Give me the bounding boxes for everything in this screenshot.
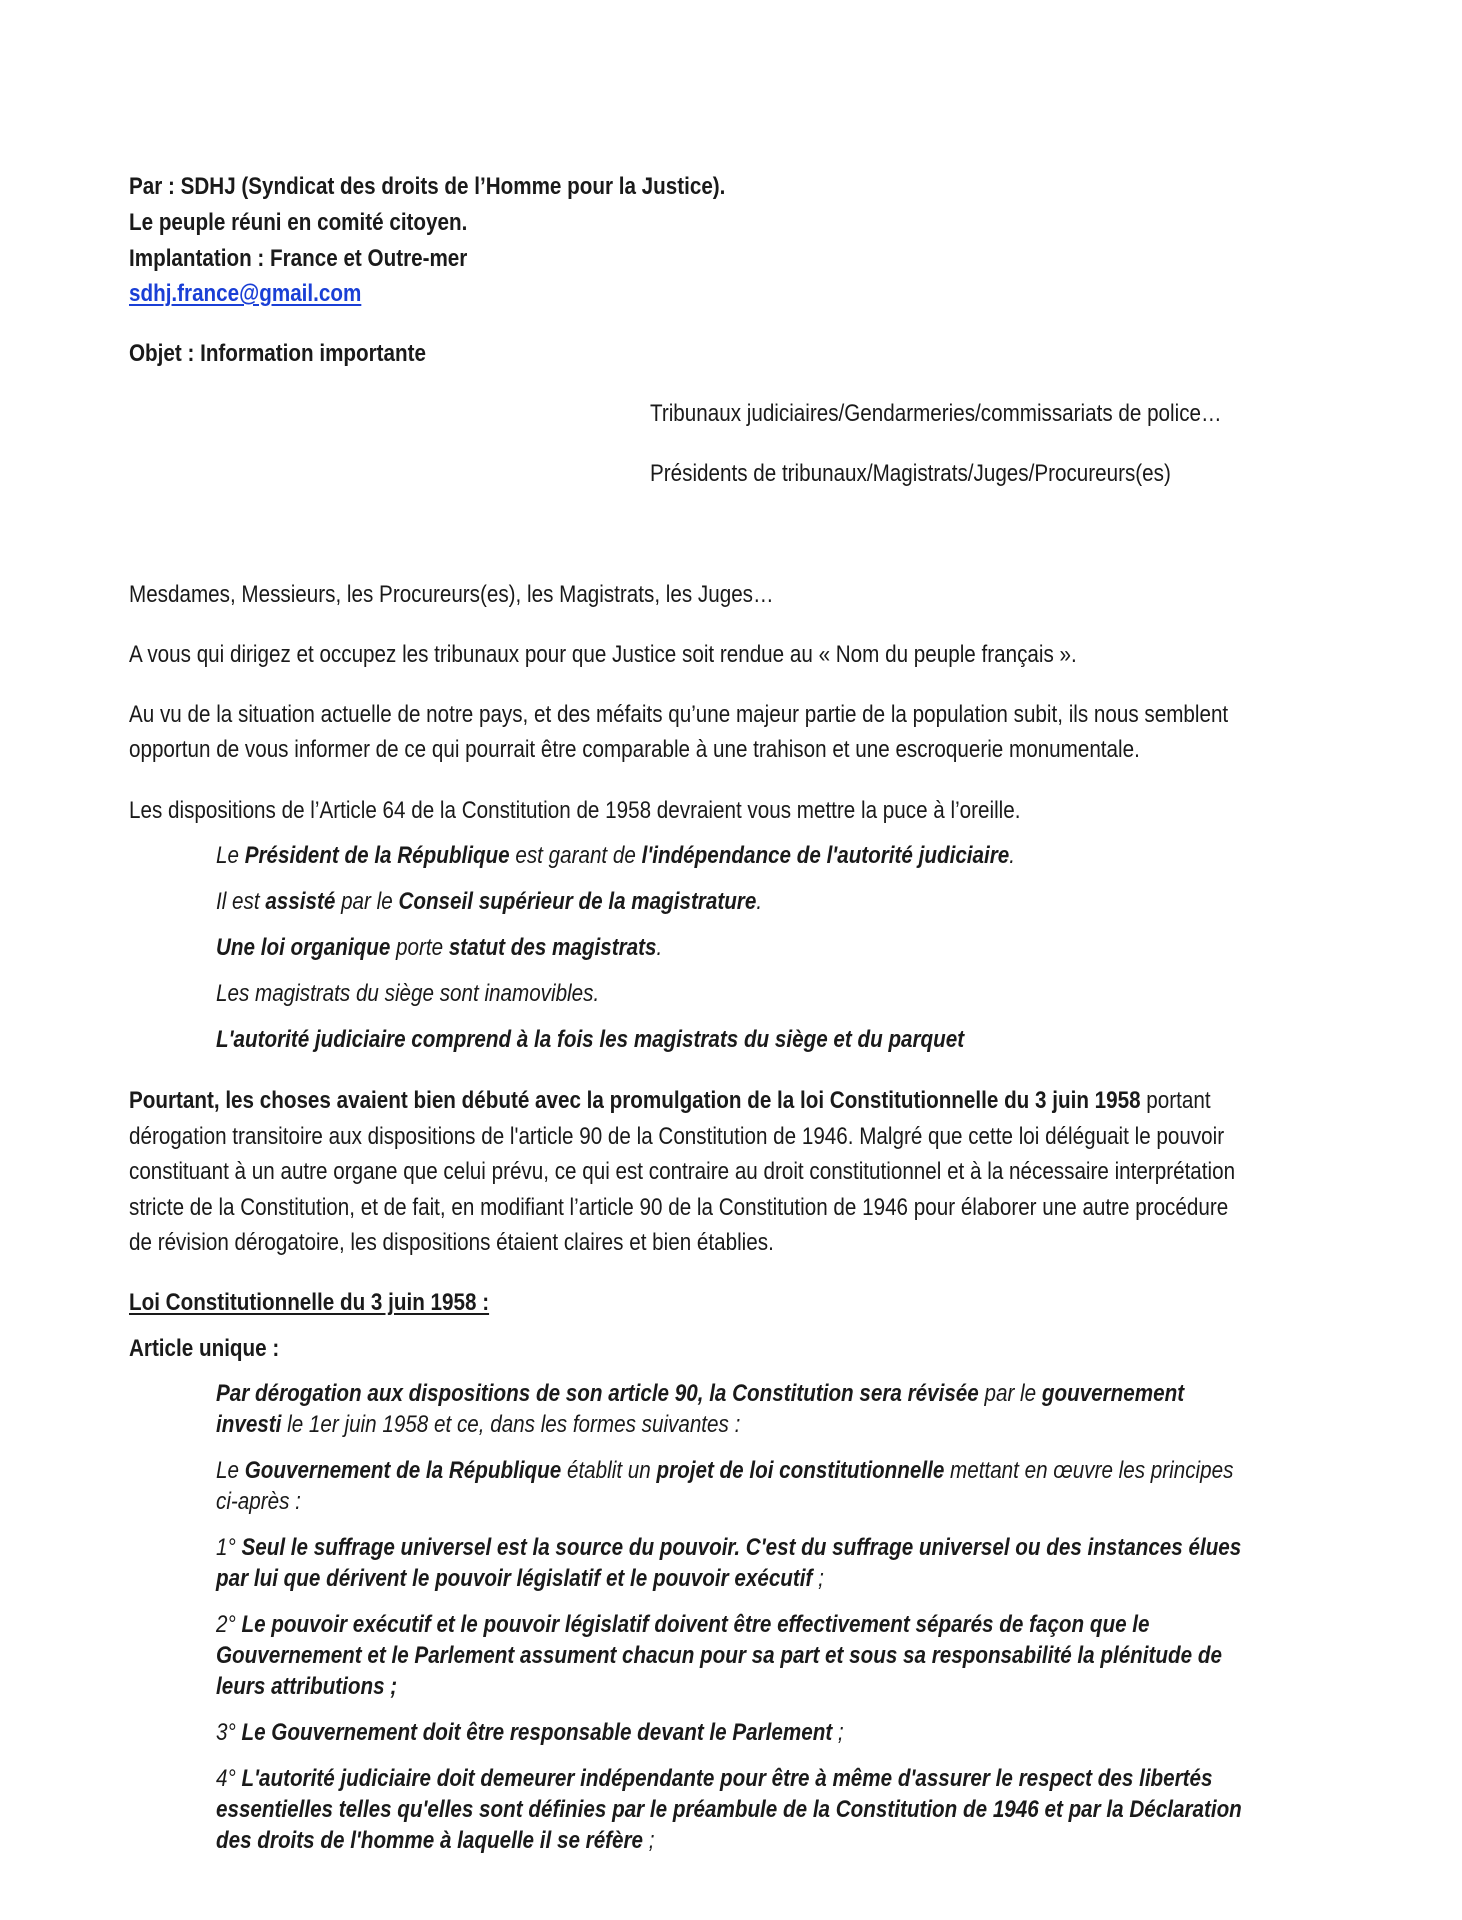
article64-line-3: Une loi organique porte statut des magistrats. bbox=[216, 934, 663, 961]
law-title: Loi Constitutionnelle du 3 juin 1958 : bbox=[129, 1289, 490, 1316]
article64-line-2: Il est assisté par le Conseil supérieur de la magistrature. bbox=[216, 888, 763, 915]
law-p6-line-3: des droits de l'homme à laquelle il se réfère ; bbox=[216, 1827, 655, 1854]
paragraph-4-line-4: stricte de la Constitution, et de fait, en modifiant l’article 90 de la Constitution de 1946 pour élaborer une autre procédure bbox=[129, 1194, 1229, 1221]
law-p3-line-1: 1° Seul le suffrage universel est la source du pouvoir. C'est du suffrage universel ou des instances élues bbox=[216, 1534, 1242, 1561]
article64-line-1: Le Président de la République est garant de l'indépendance de l'autorité judiciaire. bbox=[216, 842, 1015, 869]
law-p4-line-2: Gouvernement et le Parlement assument chacun pour sa part et sous sa responsabilité la plénitude de bbox=[216, 1642, 1222, 1669]
law-p1-line-2: investi le 1er juin 1958 et ce, dans les formes suivantes : bbox=[216, 1411, 741, 1438]
law-p2-line-1: Le Gouvernement de la République établit un projet de loi constitutionnelle mettant en œuvre les principes bbox=[216, 1457, 1234, 1484]
salutation: Mesdames, Messieurs, les Procureurs(es), les Magistrats, les Juges… bbox=[129, 581, 774, 608]
sender-line: Par : SDHJ (Syndicat des droits de l’Homme pour la Justice). bbox=[129, 173, 726, 200]
paragraph-4-line-1: Pourtant, les choses avaient bien débuté avec la promulgation de la loi Constitutionnelle du 3 juin 1958 portant bbox=[129, 1087, 1211, 1114]
sender-location: Implantation : France et Outre-mer bbox=[129, 245, 468, 272]
article64-line-5: L'autorité judiciaire comprend à la fois les magistrats du siège et du parquet bbox=[216, 1026, 965, 1053]
sender-subtitle: Le peuple réuni en comité citoyen. bbox=[129, 209, 468, 236]
article-unique-heading: Article unique : bbox=[129, 1335, 280, 1362]
law-p4-line-1: 2° Le pouvoir exécutif et le pouvoir législatif doivent être effectivement séparés de façon que le bbox=[216, 1611, 1150, 1638]
law-p5-line-1: 3° Le Gouvernement doit être responsable devant le Parlement ; bbox=[216, 1719, 844, 1746]
law-p1-line-1: Par dérogation aux dispositions de son article 90, la Constitution sera révisée par le gouvernement bbox=[216, 1380, 1185, 1407]
paragraph-2-line-2: opportun de vous informer de ce qui pourrait être comparable à une trahison et une escroquerie monumentale. bbox=[129, 736, 1140, 763]
email-link[interactable]: sdhj.france@gmail.com bbox=[129, 280, 362, 307]
paragraph-1: A vous qui dirigez et occupez les tribunaux pour que Justice soit rendue au « Nom du peuple français ». bbox=[129, 641, 1077, 668]
law-p3-line-2: par lui que dérivent le pouvoir législatif et le pouvoir exécutif ; bbox=[216, 1565, 824, 1592]
paragraph-4-line-2: dérogation transitoire aux dispositions de l'article 90 de la Constitution de 1946. Malgré que cette loi déléguait le pouvoir bbox=[129, 1123, 1225, 1150]
paragraph-2-line-1: Au vu de la situation actuelle de notre pays, et des méfaits qu’une majeur partie de la population subit, ils nous semblent bbox=[129, 701, 1229, 728]
paragraph-4-line-3: constituant à un autre organe que celui prévu, ce qui est contraire au droit constitutionnel et à la nécessaire interprétation bbox=[129, 1158, 1236, 1185]
law-p2-line-2: ci-après : bbox=[216, 1488, 301, 1515]
paragraph-3: Les dispositions de l’Article 64 de la Constitution de 1958 devraient vous mettre la puce à l’oreille. bbox=[129, 797, 1021, 824]
law-p4-line-3: leurs attributions ; bbox=[216, 1673, 398, 1700]
email-line bbox=[129, 276, 361, 312]
paragraph-4-line-5: de révision dérogatoire, les dispositions étaient claires et bien établies. bbox=[129, 1229, 774, 1256]
recipients-line-1: Tribunaux judiciaires/Gendarmeries/commissariats de police… bbox=[650, 400, 1222, 427]
recipients-line-2: Présidents de tribunaux/Magistrats/Juges/Procureurs(es) bbox=[650, 460, 1171, 487]
object-line: Objet : Information importante bbox=[129, 340, 426, 367]
law-p6-line-1: 4° L'autorité judiciaire doit demeurer indépendante pour être à même d'assurer le respect des libertés bbox=[216, 1765, 1213, 1792]
article64-line-4: Les magistrats du siège sont inamovibles. bbox=[216, 980, 600, 1007]
law-p6-line-2: essentielles telles qu'elles sont définies par le préambule de la Constitution de 1946 et par la Déclaration bbox=[216, 1796, 1242, 1823]
